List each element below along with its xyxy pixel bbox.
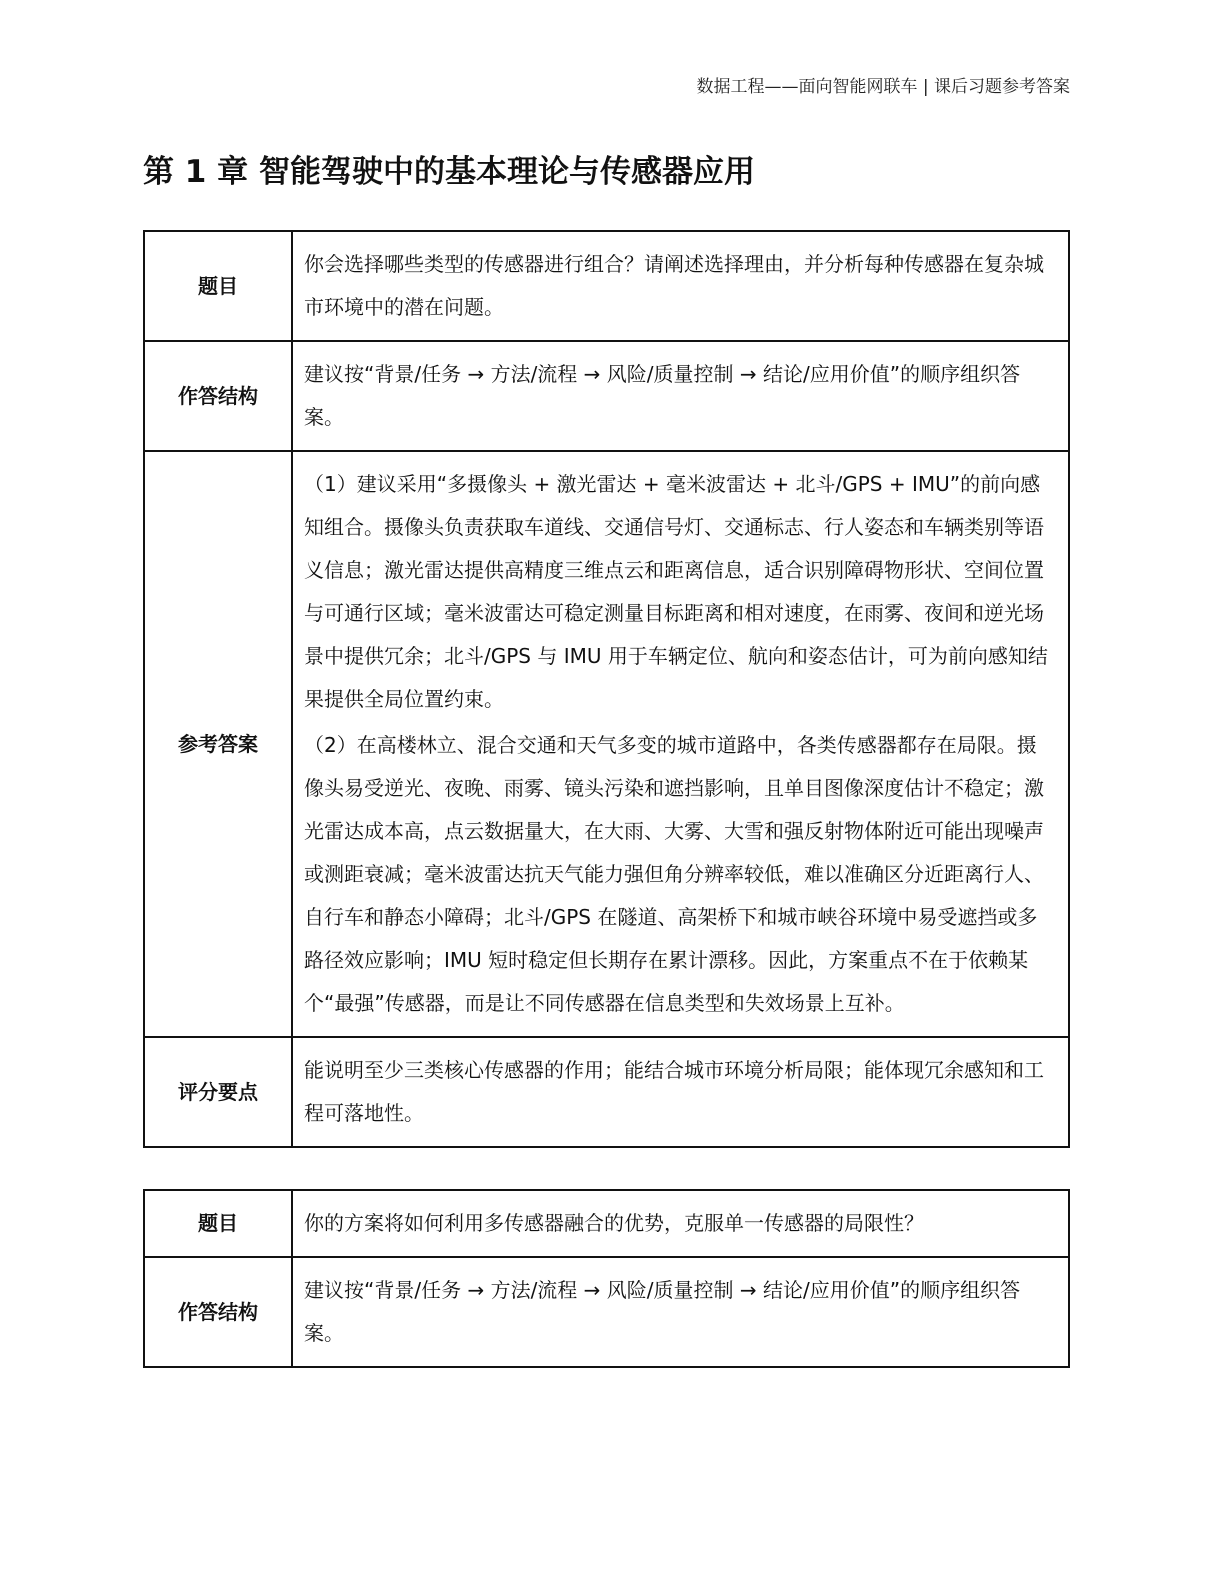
scoring-points-text	[292, 1037, 1069, 1147]
scoring-points-paragraph: 能说明至少三类核心传感器的作用；能结合城市环境分析局限；能体现冗余感知和工程可落地性。	[304, 1058, 1044, 1125]
question-text	[292, 1190, 1069, 1257]
question-label: 题目	[144, 231, 292, 341]
question-row	[144, 231, 1069, 341]
answer-structure-paragraph: 建议按“背景/任务 → 方法/流程 → 风险/质量控制 → 结论/应用价值”的顺序组织答案。	[304, 1278, 1021, 1345]
reference-answer-paragraph-2: （2）在高楼林立、混合交通和天气多变的城市道路中，各类传感器都存在局限。摄像头易受逆光、夜晚、雨雾、镜头污染和遮挡影响，且单目图像深度估计不稳定；激光雷达成本高，点云数据量大，在大雨、大雾、大雪和强反射物体附近可能出现噪声或测距衰减；毫米波雷达抗天气能力强但角分辨率较低，难以准确区分近距离行人、自行车和静态小障碍；北斗/GPS 在隧道、高架桥下和城市峡谷环境中易受遮挡或多路径效应影响；IMU 短时稳定但长期存在累计漂移。因此，方案重点不在于依赖某个“最强”传感器，而是让不同传感器在信息类型和失效场景上互补。	[304, 733, 1044, 1015]
answer-structure-row	[144, 1257, 1069, 1367]
question-paragraph: 你会选择哪些类型的传感器进行组合？请阐述选择理由，并分析每种传感器在复杂城市环境中的潜在问题。	[304, 252, 1044, 319]
scoring-points-row	[144, 1037, 1069, 1147]
answer-structure-label: 作答结构	[144, 341, 292, 451]
reference-answer-paragraph-1: （1）建议采用“多摄像头 + 激光雷达 + 毫米波雷达 + 北斗/GPS + IMU”的前向感知组合。摄像头负责获取车道线、交通信号灯、交通标志、行人姿态和车辆类别等语义信息；激光雷达提供高精度三维点云和距离信息，适合识别障碍物形状、空间位置与可通行区域；毫米波雷达可稳定测量目标距离和相对速度，在雨雾、夜间和逆光场景中提供冗余；北斗/GPS 与 IMU 用于车辆定位、航向和姿态估计，可为前向感知结果提供全局位置约束。	[304, 472, 1048, 711]
answer-structure-text	[292, 341, 1069, 451]
question-label: 题目	[144, 1190, 292, 1257]
exercise-table-2	[143, 1189, 1070, 1368]
answer-structure-label: 作答结构	[144, 1257, 292, 1367]
chapter-title: 第 1 章 智能驾驶中的基本理论与传感器应用	[143, 154, 755, 190]
question-paragraph: 你的方案将如何利用多传感器融合的优势，克服单一传感器的局限性？	[304, 1211, 924, 1235]
scoring-points-label: 评分要点	[144, 1037, 292, 1147]
reference-answer-row	[144, 451, 1069, 1037]
question-text	[292, 231, 1069, 341]
answer-structure-text	[292, 1257, 1069, 1367]
question-row	[144, 1190, 1069, 1257]
answer-structure-paragraph: 建议按“背景/任务 → 方法/流程 → 风险/质量控制 → 结论/应用价值”的顺序组织答案。	[304, 362, 1021, 429]
running-header: 数据工程——面向智能网联车 | 课后习题参考答案	[696, 77, 1070, 97]
reference-answer-label: 参考答案	[144, 451, 292, 1037]
exercise-table-1	[143, 230, 1070, 1148]
answer-structure-row	[144, 341, 1069, 451]
reference-answer-text	[292, 451, 1069, 1037]
